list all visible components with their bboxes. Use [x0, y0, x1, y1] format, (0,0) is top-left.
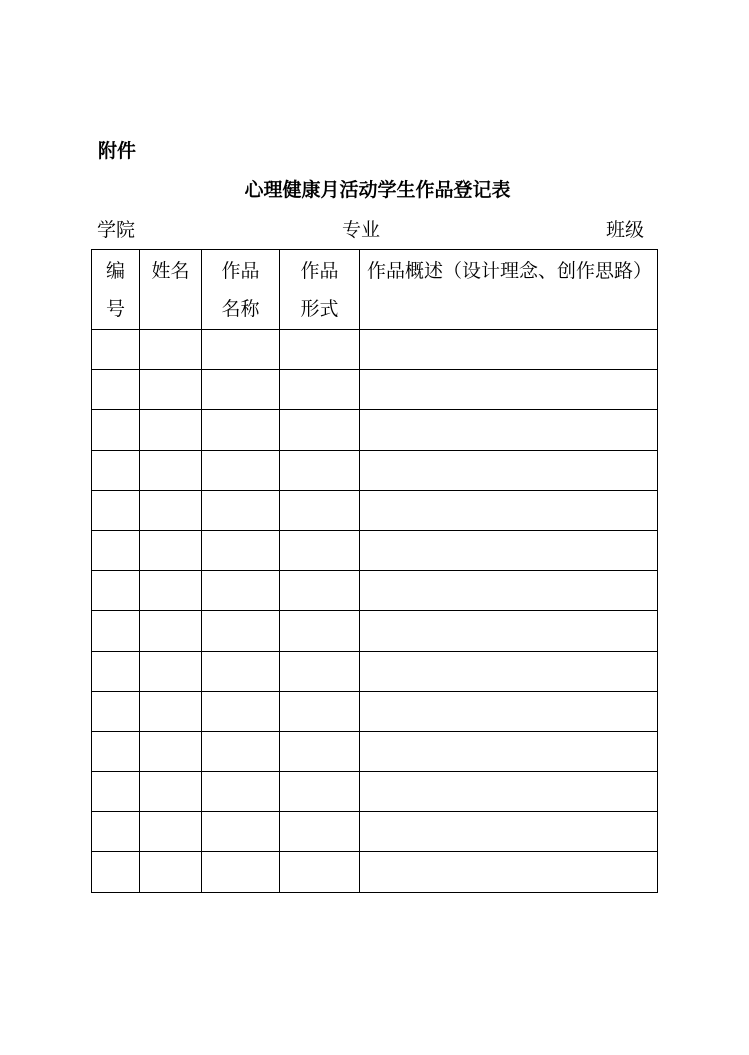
header-work-form [280, 250, 360, 330]
cell-number[interactable] [92, 410, 140, 450]
table-row [92, 571, 658, 611]
cell-name[interactable] [140, 812, 202, 852]
cell-description[interactable] [360, 450, 658, 490]
cell-description[interactable] [360, 490, 658, 530]
cell-description[interactable] [360, 772, 658, 812]
cell-work-form[interactable] [280, 490, 360, 530]
cell-work-form[interactable] [280, 731, 360, 771]
cell-name[interactable] [140, 571, 202, 611]
cell-number[interactable] [92, 691, 140, 731]
cell-number[interactable] [92, 450, 140, 490]
cell-description[interactable] [360, 611, 658, 651]
cell-work-name[interactable] [202, 651, 280, 691]
cell-work-name[interactable] [202, 852, 280, 892]
major-field-label: 专业 [342, 219, 381, 241]
header-description [360, 250, 658, 330]
header-number-line2: 号 [105, 298, 125, 320]
header-work-form-line1: 作品 [300, 260, 339, 282]
header-name-text: 姓名 [151, 260, 190, 282]
cell-description[interactable] [360, 571, 658, 611]
cell-work-form[interactable] [280, 852, 360, 892]
cell-name[interactable] [140, 852, 202, 892]
cell-description[interactable] [360, 370, 658, 410]
cell-description[interactable] [360, 691, 658, 731]
cell-description[interactable] [360, 812, 658, 852]
cell-name[interactable] [140, 731, 202, 771]
attachment-label: 附件 [98, 140, 137, 162]
cell-work-form[interactable] [280, 571, 360, 611]
cell-number[interactable] [92, 571, 140, 611]
table-row [92, 812, 658, 852]
college-field-label: 学院 [97, 219, 136, 241]
cell-work-name[interactable] [202, 691, 280, 731]
cell-number[interactable] [92, 490, 140, 530]
cell-name[interactable] [140, 410, 202, 450]
cell-work-form[interactable] [280, 611, 360, 651]
table-row [92, 852, 658, 892]
header-number [92, 250, 140, 330]
cell-number[interactable] [92, 731, 140, 771]
table-row [92, 772, 658, 812]
cell-work-form[interactable] [280, 370, 360, 410]
cell-number[interactable] [92, 330, 140, 370]
cell-name[interactable] [140, 450, 202, 490]
cell-work-form[interactable] [280, 410, 360, 450]
header-work-name [202, 250, 280, 330]
table-row [92, 731, 658, 771]
cell-name[interactable] [140, 651, 202, 691]
cell-work-name[interactable] [202, 330, 280, 370]
cell-work-name[interactable] [202, 530, 280, 570]
table-row [92, 370, 658, 410]
cell-work-name[interactable] [202, 611, 280, 651]
cell-name[interactable] [140, 530, 202, 570]
header-description-text: 作品概述（设计理念、创作思路） [367, 260, 653, 282]
registration-table [91, 249, 658, 893]
cell-work-name[interactable] [202, 731, 280, 771]
table-row [92, 691, 658, 731]
cell-name[interactable] [140, 772, 202, 812]
cell-work-name[interactable] [202, 490, 280, 530]
cell-number[interactable] [92, 812, 140, 852]
table-row [92, 450, 658, 490]
cell-number[interactable] [92, 370, 140, 410]
cell-number[interactable] [92, 651, 140, 691]
cell-description[interactable] [360, 330, 658, 370]
cell-description[interactable] [360, 731, 658, 771]
cell-name[interactable] [140, 490, 202, 530]
table-row [92, 530, 658, 570]
cell-work-form[interactable] [280, 812, 360, 852]
table-row [92, 330, 658, 370]
cell-number[interactable] [92, 530, 140, 570]
cell-name[interactable] [140, 330, 202, 370]
table-row [92, 410, 658, 450]
cell-work-form[interactable] [280, 651, 360, 691]
cell-work-form[interactable] [280, 691, 360, 731]
cell-work-name[interactable] [202, 410, 280, 450]
cell-name[interactable] [140, 611, 202, 651]
cell-work-name[interactable] [202, 370, 280, 410]
cell-description[interactable] [360, 410, 658, 450]
cell-work-form[interactable] [280, 450, 360, 490]
cell-description[interactable] [360, 651, 658, 691]
cell-work-form[interactable] [280, 330, 360, 370]
header-work-form-line2: 形式 [300, 298, 339, 320]
header-work-name-line1: 作品 [221, 260, 260, 282]
table-header-row [92, 250, 658, 330]
header-name [140, 250, 202, 330]
cell-name[interactable] [140, 370, 202, 410]
cell-number[interactable] [92, 772, 140, 812]
cell-number[interactable] [92, 611, 140, 651]
table-row [92, 490, 658, 530]
header-number-line1: 编 [105, 260, 125, 282]
cell-description[interactable] [360, 530, 658, 570]
header-work-name-line2: 名称 [221, 298, 260, 320]
cell-work-form[interactable] [280, 530, 360, 570]
table-body [92, 330, 658, 893]
table-row [92, 611, 658, 651]
table-row [92, 651, 658, 691]
cell-work-name[interactable] [202, 772, 280, 812]
cell-work-name[interactable] [202, 450, 280, 490]
cell-work-name[interactable] [202, 812, 280, 852]
cell-work-form[interactable] [280, 772, 360, 812]
cell-description[interactable] [360, 852, 658, 892]
cell-work-name[interactable] [202, 571, 280, 611]
cell-name[interactable] [140, 691, 202, 731]
cell-number[interactable] [92, 852, 140, 892]
class-field-label: 班级 [606, 219, 645, 241]
document-title: 心理健康月活动学生作品登记表 [244, 179, 511, 201]
